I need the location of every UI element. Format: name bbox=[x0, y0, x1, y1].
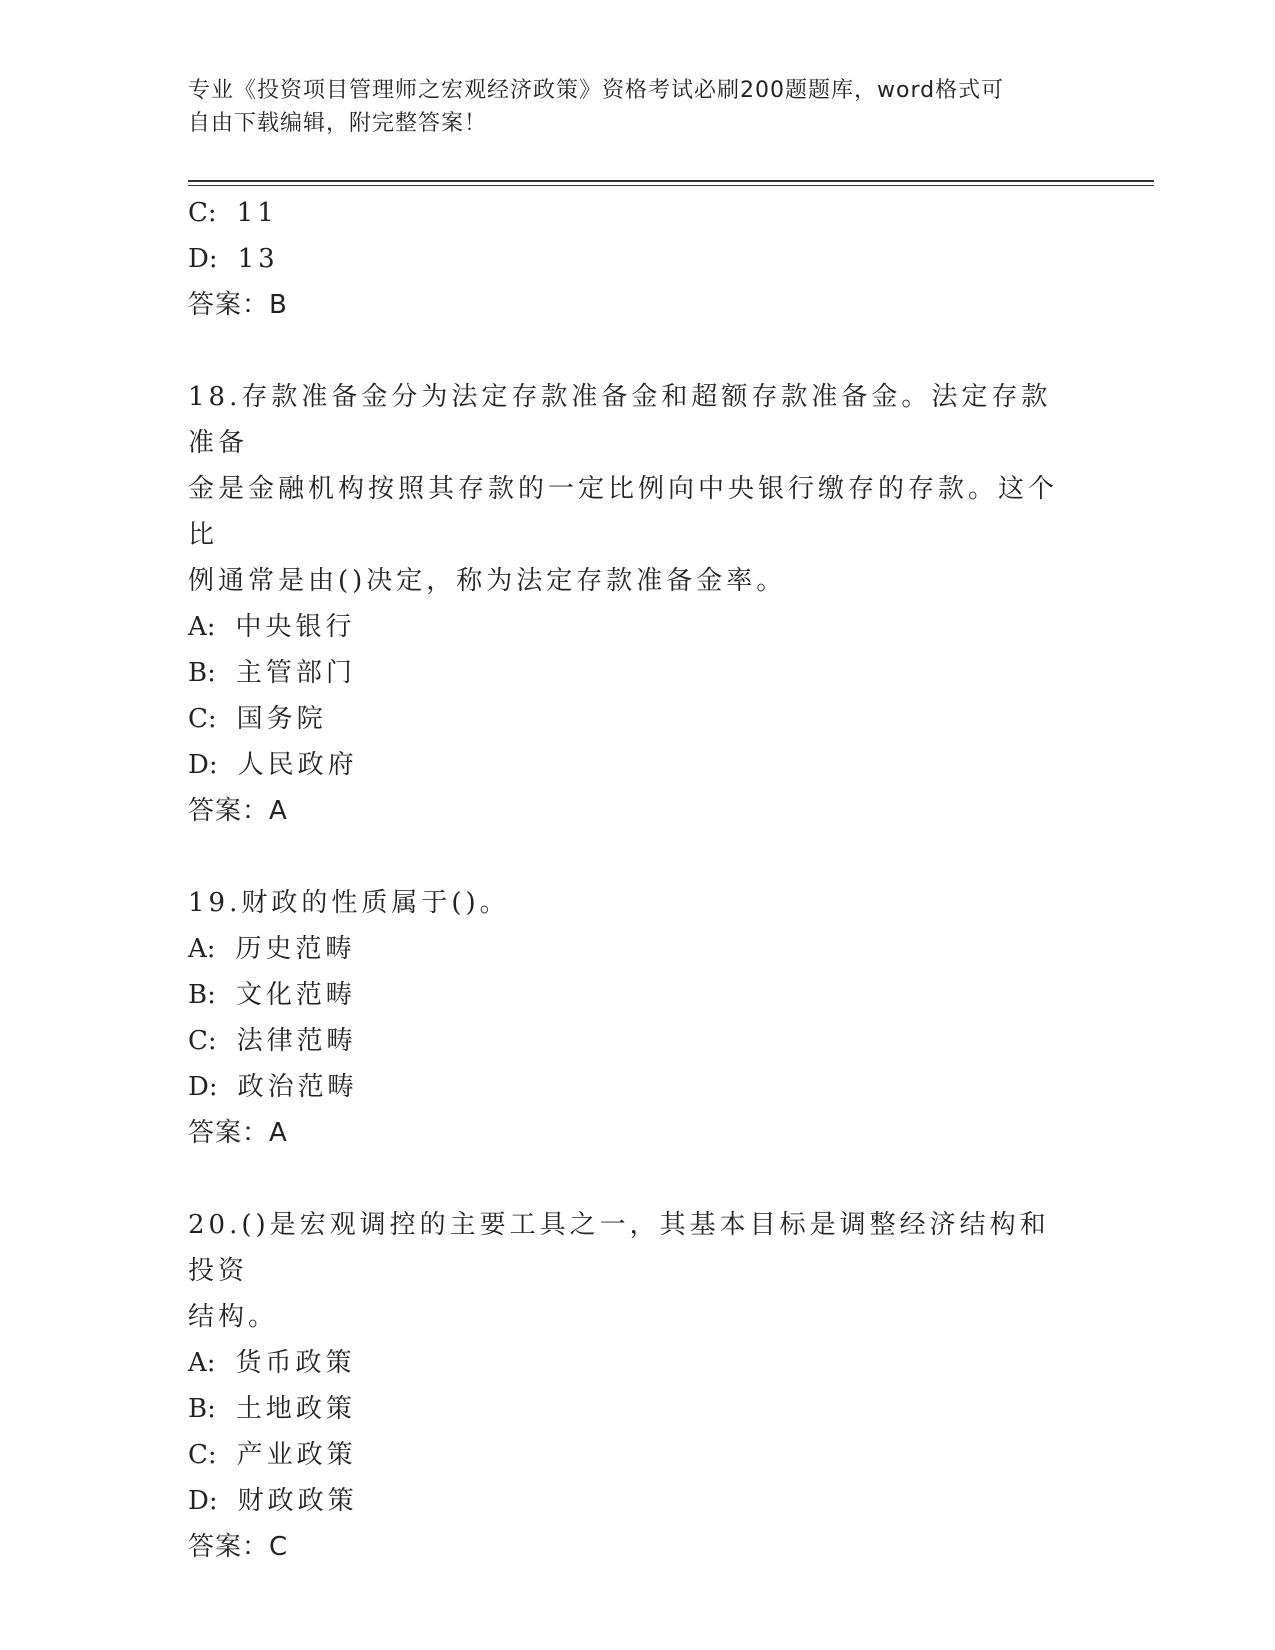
question-stem bbox=[188, 374, 1068, 604]
stem-line: 结构。 bbox=[188, 1302, 279, 1332]
option-text: 人民政府 bbox=[237, 750, 358, 780]
option-d bbox=[188, 1064, 1088, 1110]
option-label: D: bbox=[188, 1486, 218, 1516]
question-19 bbox=[188, 880, 1088, 1156]
previous-question bbox=[188, 190, 1088, 328]
answer-line: 答案：A bbox=[188, 1118, 288, 1148]
option-text: 13 bbox=[237, 244, 279, 274]
option-label: B: bbox=[188, 658, 216, 688]
option-label: A: bbox=[188, 1348, 216, 1378]
option-label: B: bbox=[188, 1394, 216, 1424]
option-a bbox=[188, 1340, 1088, 1386]
answer-line: 答案：B bbox=[188, 290, 288, 320]
option-c bbox=[188, 696, 1088, 742]
option-label: D: bbox=[188, 244, 218, 274]
header-divider-thin bbox=[188, 185, 1154, 186]
stem-line: 例通常是由()决定，称为法定存款准备金率。 bbox=[188, 566, 787, 596]
option-text: 产业政策 bbox=[236, 1440, 357, 1470]
option-c bbox=[188, 190, 1088, 236]
option-a bbox=[188, 926, 1088, 972]
option-text: 文化范畴 bbox=[235, 980, 356, 1010]
header-line-2: 自由下载编辑，附完整答案！ bbox=[188, 111, 488, 136]
option-label: D: bbox=[188, 1072, 218, 1102]
option-b bbox=[188, 972, 1088, 1018]
option-text: 中央银行 bbox=[235, 612, 356, 642]
option-label: C: bbox=[188, 1440, 217, 1470]
question-18 bbox=[188, 374, 1088, 834]
option-a bbox=[188, 604, 1088, 650]
answer-line: 答案：C bbox=[188, 1532, 289, 1562]
stem-line: 18.存款准备金分为法定存款准备金和超额存款准备金。法定存款准备 bbox=[188, 382, 1052, 458]
header-line-1: 专业《投资项目管理师之宏观经济政策》资格考试必刷200题题库，word格式可 bbox=[188, 78, 1005, 103]
stem-line: 19.财政的性质属于()。 bbox=[188, 888, 510, 918]
option-label: A: bbox=[188, 612, 216, 642]
option-text: 政治范畴 bbox=[237, 1072, 358, 1102]
option-c bbox=[188, 1432, 1088, 1478]
option-label: C: bbox=[188, 198, 217, 228]
option-b bbox=[188, 650, 1088, 696]
option-d bbox=[188, 742, 1088, 788]
question-list bbox=[188, 190, 1088, 1570]
question-stem bbox=[188, 880, 1068, 926]
question-20 bbox=[188, 1202, 1088, 1570]
header-divider-thick bbox=[188, 180, 1154, 182]
answer-line: 答案：A bbox=[188, 796, 288, 826]
option-d bbox=[188, 236, 1088, 282]
option-d bbox=[188, 1478, 1088, 1524]
option-text: 国务院 bbox=[236, 704, 327, 734]
option-label: C: bbox=[188, 1026, 217, 1056]
option-text: 土地政策 bbox=[235, 1394, 356, 1424]
question-stem bbox=[188, 1202, 1068, 1340]
option-text: 11 bbox=[236, 198, 278, 228]
page-header bbox=[188, 74, 1068, 140]
option-text: 法律范畴 bbox=[236, 1026, 357, 1056]
option-text: 财政政策 bbox=[237, 1486, 358, 1516]
option-label: C: bbox=[188, 704, 217, 734]
option-b bbox=[188, 1386, 1088, 1432]
option-text: 主管部门 bbox=[235, 658, 356, 688]
option-c bbox=[188, 1018, 1088, 1064]
option-text: 历史范畴 bbox=[235, 934, 356, 964]
stem-line: 20.()是宏观调控的主要工具之一，其基本目标是调整经济结构和投资 bbox=[188, 1210, 1050, 1286]
stem-line: 金是金融机构按照其存款的一定比例向中央银行缴存的存款。这个比 bbox=[188, 474, 1059, 550]
option-text: 货币政策 bbox=[235, 1348, 356, 1378]
option-label: A: bbox=[188, 934, 216, 964]
option-label: D: bbox=[188, 750, 218, 780]
option-label: B: bbox=[188, 980, 216, 1010]
